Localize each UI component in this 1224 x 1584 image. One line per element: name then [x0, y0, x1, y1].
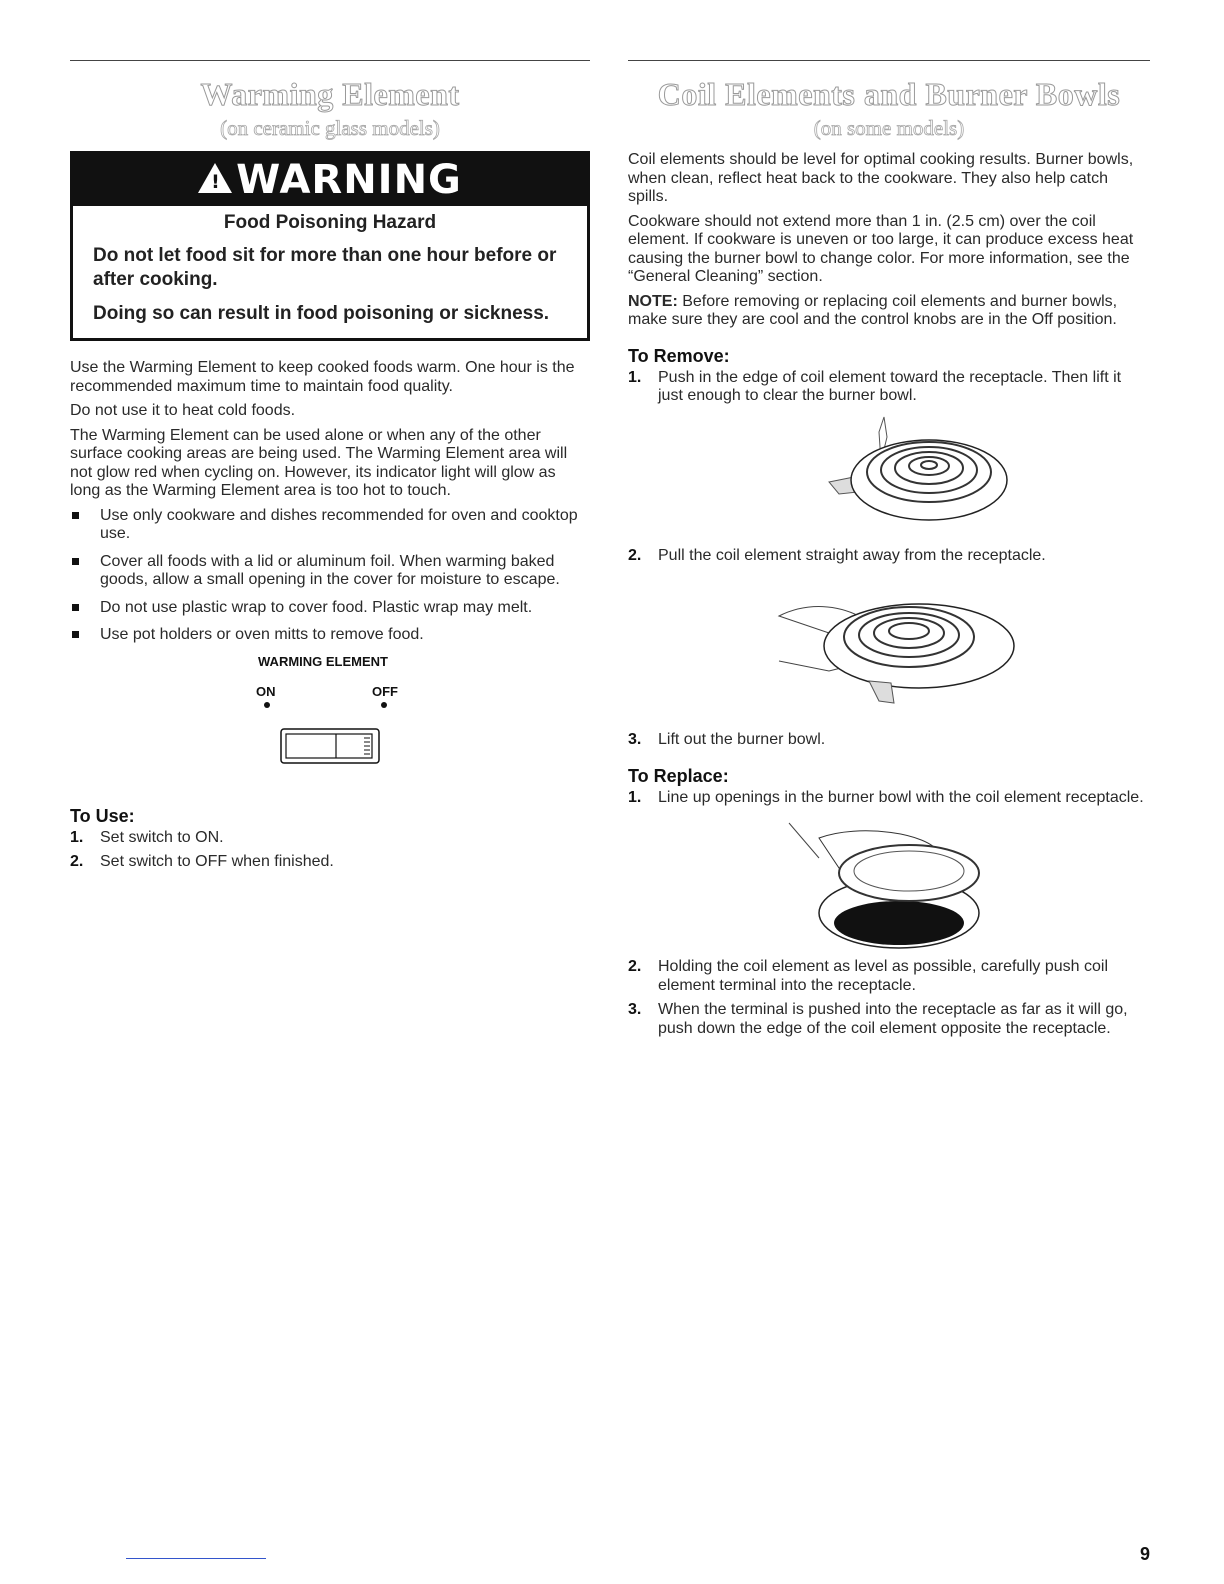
warning-box	[70, 151, 590, 341]
to-remove-steps-cont	[628, 731, 1150, 750]
right-column	[628, 60, 1150, 1044]
paragraph: Do not use it to heat cold foods.	[70, 402, 296, 419]
replace-burner-bowl-illustration	[779, 813, 999, 958]
list-item: 3. Lift out the burner bowl.	[628, 731, 826, 748]
note-label: NOTE:	[628, 292, 678, 310]
warming-element-title: Warming Element	[200, 76, 460, 112]
to-remove-steps-cont	[628, 547, 1150, 566]
off-dot-icon	[381, 702, 387, 708]
list-item: 2. Holding the coil element as level as possible, carefully push coil element terminal into the receptacle.	[628, 958, 1109, 994]
warning-header-text: WARNING	[236, 157, 462, 203]
to-use-steps	[70, 829, 590, 872]
paragraph: The Warming Element can be used alone or when any of the other surface cooking areas are being used. The Warming Element area will not glow red when cycling on. However, its indicator light will glow as long as the Warming Element area is too hot to touch.	[70, 426, 568, 499]
bullet-square-icon	[72, 558, 79, 565]
paragraph: Use the Warming Element to keep cooked foods warm. One hour is the recommended maximum time to maintain food quality.	[70, 359, 575, 395]
section-rule	[70, 60, 590, 61]
to-replace-steps-cont	[628, 958, 1150, 1038]
note-paragraph: NOTE: Before removing or replacing coil elements and burner bowls, make sure they are cool and the control knobs are in the Off position.	[628, 292, 1118, 328]
bullet-list	[70, 507, 590, 645]
to-remove-steps	[628, 369, 1150, 406]
list-item: 1. Set switch to ON.	[70, 828, 224, 846]
figure-label: WARMING ELEMENT	[258, 653, 388, 669]
warning-line-1: Do not let food sit for more than one hour before or after cooking.	[93, 245, 557, 290]
list-item: Use only cookware and dishes recommended for oven and cooktop use.	[70, 507, 590, 544]
warning-triangle-icon: !	[198, 163, 232, 193]
warning-line-2: Doing so can result in food poisoning or sickness.	[93, 303, 550, 324]
warning-hazard: Food Poisoning Hazard	[223, 212, 437, 233]
figure-off-label: OFF	[372, 683, 398, 699]
list-item: 1. Push in the edge of coil element toward the receptacle. Then lift it just enough to clear the burner bowl.	[628, 368, 1122, 404]
push-coil-element-illustration	[769, 412, 1009, 547]
paragraph: Coil elements should be level for optimal cooking results. Burner bowls, when clean, reflect heat back to the cookware. They also help catch spills.	[628, 151, 1134, 205]
to-remove-heading: To Remove:	[628, 345, 730, 366]
list-item: 1. Line up openings in the burner bowl with the coil element receptacle.	[628, 788, 1144, 806]
paragraph: Cookware should not extend more than 1 in. (2.5 cm) over the coil element. If cookware is uneven or too large, it can produce excess heat causing the burner bowl to change color. For more information, see the “General Cleaning” section.	[628, 212, 1134, 285]
list-item: Do not use plastic wrap to cover food. Plastic wrap may melt.	[70, 599, 590, 618]
figure-on-label: ON	[256, 683, 276, 699]
warning-header	[73, 154, 587, 206]
pull-coil-element-illustration	[759, 571, 1019, 731]
bullet-square-icon	[72, 512, 79, 519]
bullet-square-icon	[72, 604, 79, 611]
warming-element-switch-figure	[70, 654, 590, 796]
on-dot-icon	[264, 702, 270, 708]
page-number: 9	[1139, 1544, 1150, 1564]
list-item: Cover all foods with a lid or aluminum foil. When warming baked goods, allow a small opening in the cover for moisture to escape.	[70, 553, 590, 590]
section-rule	[628, 60, 1150, 61]
footer-rule	[126, 1558, 266, 1559]
coil-elements-title: Coil Elements and Burner Bowls	[657, 76, 1121, 112]
list-item: 3. When the terminal is pushed into the receptacle as far as it will go, push down the edge of the coil element opposite the receptacle.	[628, 1001, 1128, 1037]
warming-element-subtitle: (on ceramic glass models)	[220, 116, 440, 140]
bullet-square-icon	[72, 631, 79, 638]
to-use-heading: To Use:	[70, 805, 135, 826]
list-item: Use pot holders or oven mitts to remove food.	[70, 626, 590, 645]
left-column	[70, 60, 590, 878]
rocker-switch-icon	[280, 728, 380, 764]
coil-elements-subtitle: (on some models)	[813, 116, 965, 140]
to-replace-heading: To Replace:	[628, 765, 729, 786]
list-item: 2. Set switch to OFF when finished.	[70, 853, 334, 870]
to-replace-steps	[628, 789, 1150, 808]
list-item: 2. Pull the coil element straight away from the receptacle.	[628, 546, 1046, 564]
